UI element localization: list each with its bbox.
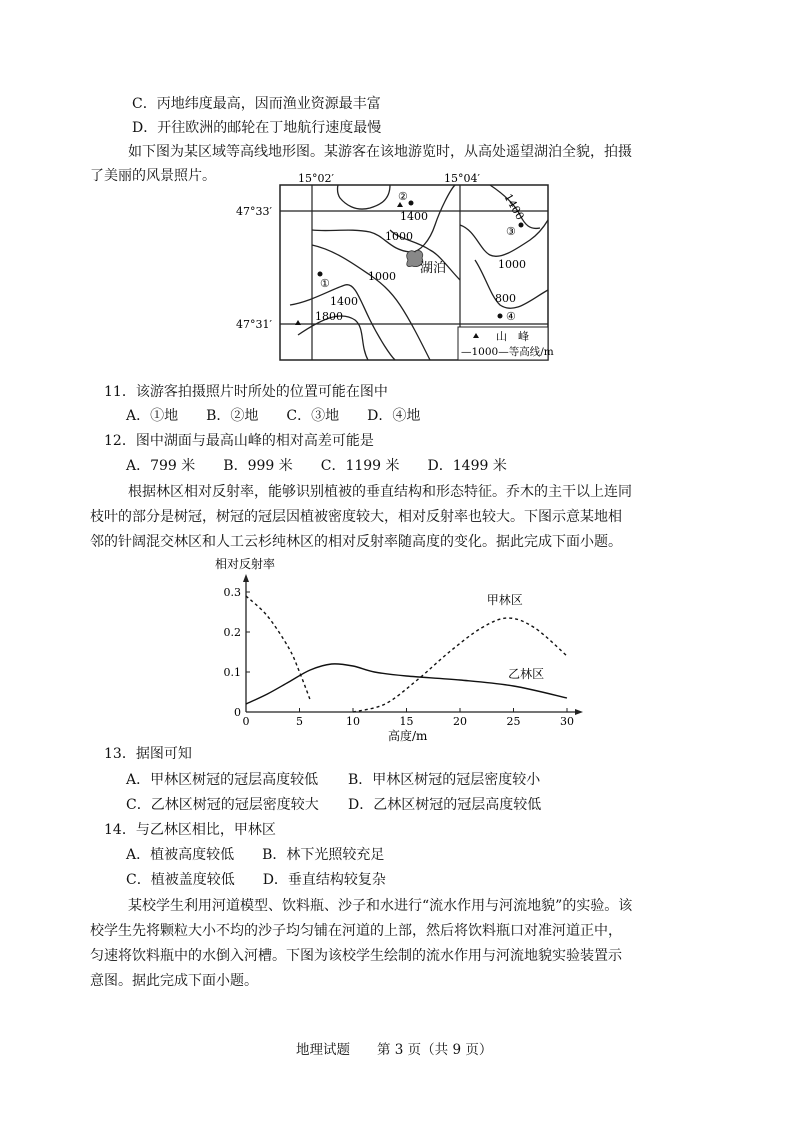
page-footer: 地理试题 第 3 页（共 9 页） <box>296 1042 493 1058</box>
contour-line <box>312 185 455 252</box>
option-d: D．开往欧洲的邮轮在丁地航行速度最慢 <box>132 120 382 136</box>
point-3-dot <box>519 223 524 228</box>
point-1-label: ① <box>320 277 330 290</box>
series-line-jia <box>246 596 310 700</box>
lon-right-label: 15°04′ <box>444 172 480 185</box>
lat-top-label: 47°33′ <box>236 205 272 218</box>
x-tick-label: 25 <box>506 715 521 728</box>
lat-bottom-label: 47°31′ <box>236 318 272 331</box>
x-tick-label: 30 <box>560 715 574 728</box>
point-2-label: ② <box>398 190 408 203</box>
legend-contour-label: —1000—等高线/m <box>461 346 554 358</box>
x-tick-label: 20 <box>453 715 467 728</box>
y-tick-label: 0.3 <box>223 586 241 599</box>
point-4-dot <box>498 314 503 319</box>
lake-label: 湖泊 <box>420 261 447 276</box>
y-tick-label: 0.1 <box>223 666 241 679</box>
contour-label: 1000 <box>368 270 396 283</box>
question-14-ab: A．植被高度较低 B．林下光照较充足 <box>126 847 385 863</box>
question-13-c: C．乙林区树冠的冠层密度较大 <box>126 797 319 813</box>
x-axis-label: 高度/m <box>388 729 428 743</box>
contour-line <box>460 220 548 256</box>
para2-line-4: 意图。据此完成下面小题。 <box>90 973 258 989</box>
para2-line-3: 匀速将饮料瓶中的水倒入河槽。下图为该校学生绘制的流水作用与河流地貌实验装置示 <box>90 948 622 964</box>
question-12-options: A．799 米 B．999 米 C．1199 米 D．1499 米 <box>126 458 507 474</box>
contour-label: 1400 <box>400 210 428 223</box>
series-line-jia <box>353 618 567 712</box>
x-tick-label: 15 <box>399 715 414 728</box>
question-12: 12．图中湖面与最高山峰的相对高差可能是 <box>104 433 374 449</box>
point-3-label: ③ <box>506 225 516 238</box>
contour-label: 800 <box>495 292 516 305</box>
option-c: C．丙地纬度最高，因而渔业资源最丰富 <box>132 96 381 112</box>
legend-peak-label: 山 峰 <box>496 330 529 343</box>
y-axis-label: 相对反射率 <box>215 557 276 571</box>
y-tick-label: 0 <box>234 706 241 719</box>
question-13: 13．据图可知 <box>104 746 192 762</box>
question-11-options: A．①地 B．②地 C．③地 D．④地 <box>126 408 421 424</box>
question-13-b: B．甲林区树冠的冠层密度较小 <box>348 772 541 788</box>
point-4-label: ④ <box>506 310 516 323</box>
x-tick-label: 5 <box>296 715 303 728</box>
point-2-dot <box>409 201 414 206</box>
intro-line-1: 如下图为某区域等高线地形图。某游客在该地游览时，从高处遥望湖泊全貌，拍摄 <box>128 144 632 160</box>
contour-line <box>338 185 391 209</box>
contour-label: 1400 <box>330 295 358 308</box>
para-line-1: 根据林区相对反射率，能够识别植被的垂直结构和形态特征。乔木的主干以上连同 <box>128 484 632 500</box>
y-axis-arrow <box>243 574 249 582</box>
intro-line-2: 了美丽的风景照片。 <box>90 168 216 184</box>
contour-label: 1400 <box>501 191 527 223</box>
x-tick-label: 10 <box>346 715 360 728</box>
question-11: 11．该游客拍摄照片时所处的位置可能在图中 <box>104 384 388 400</box>
contour-map <box>236 170 560 365</box>
question-14: 14．与乙林区相比，甲林区 <box>104 822 276 838</box>
contour-label: 1000 <box>498 258 526 271</box>
question-13-a: A．甲林区树冠的冠层高度较低 <box>126 772 319 788</box>
para2-line-2: 校学生先将颗粒大小不均的沙子均匀铺在河道的上部，然后将饮料瓶口对准河道正中， <box>90 923 622 939</box>
question-13-d: D．乙林区树冠的冠层高度较低 <box>348 797 542 813</box>
peak-icon <box>295 320 301 325</box>
series-label-yi: 乙林区 <box>508 667 545 681</box>
para-line-2: 枝叶的部分是树冠，树冠的冠层因植被密度较大，相对反射率也较大。下图示意某地相 <box>90 509 622 525</box>
lon-left-label: 15°02′ <box>298 172 334 185</box>
x-tick-label: 0 <box>242 715 250 728</box>
reflectance-chart <box>210 556 590 746</box>
contour-label: 1800 <box>315 310 343 323</box>
contour-label: 1000 <box>385 230 413 243</box>
y-tick-label: 0.2 <box>223 626 241 639</box>
point-1-dot <box>318 272 323 277</box>
x-axis-arrow <box>575 709 583 715</box>
question-14-cd: C．植被盖度较低 D．垂直结构较复杂 <box>126 872 386 888</box>
para2-line-1: 某校学生利用河道模型、饮料瓶、沙子和水进行“流水作用与河流地貌”的实验。该 <box>128 898 633 914</box>
series-label-jia: 甲林区 <box>486 593 523 607</box>
para-line-3: 邻的针阔混交林区和人工云杉纯林区的相对反射率随高度的变化。据此完成下面小题。 <box>90 534 622 550</box>
